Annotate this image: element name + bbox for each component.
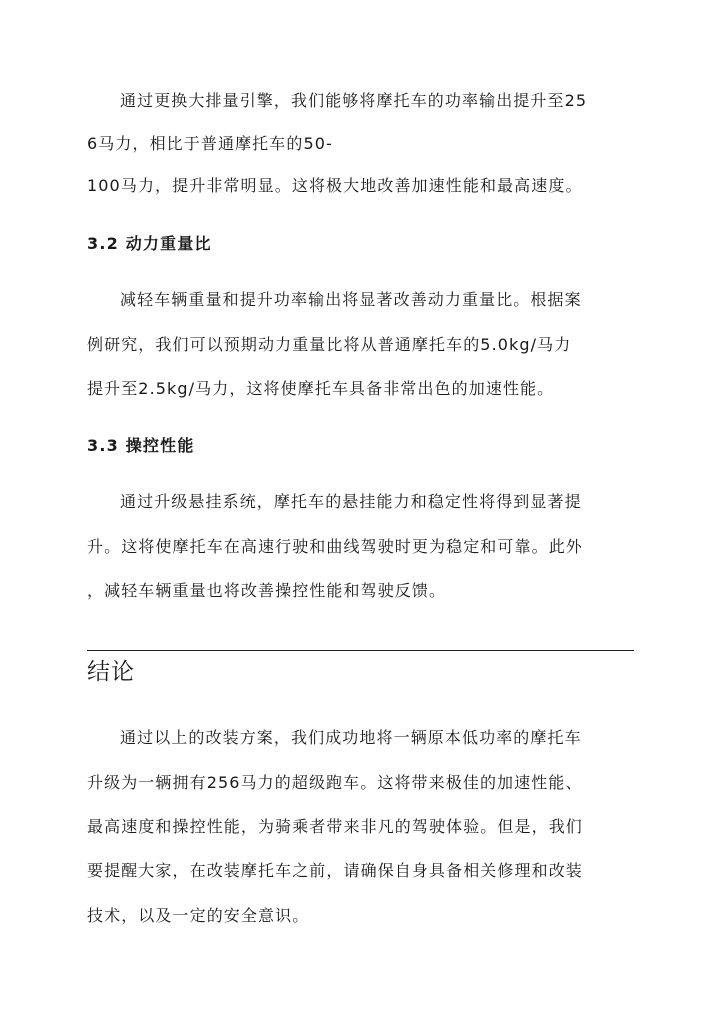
conclusion-line-3: 最高速度和操控性能，为骑乘者带来非凡的驾驶体验。但是，我们 xyxy=(87,817,583,836)
handling-line-3: ，减轻车辆重量也将改善操控性能和驾驶反馈。 xyxy=(87,581,447,600)
conclusion-heading: 结论 xyxy=(87,659,135,685)
section-heading-handling: 3.3 操控性能 xyxy=(87,436,195,455)
section-heading-power-weight: 3.2 动力重量比 xyxy=(87,234,212,253)
conclusion-line-5: 技术，以及一定的安全意识。 xyxy=(87,906,310,925)
section-divider xyxy=(87,650,634,651)
conclusion-line-1: 通过以上的改装方案，我们成功地将一辆原本低功率的摩托车 xyxy=(120,728,582,747)
conclusion-line-4: 要提醒大家，在改装摩托车之前，请确保自身具备相关修理和改装 xyxy=(87,861,583,880)
handling-line-1: 通过升级悬挂系统，摩托车的悬挂能力和稳定性将得到显著提 xyxy=(120,492,582,511)
power-weight-line-3: 提升至2.5kg/马力，这将使摩托车具备非常出色的加速性能。 xyxy=(87,379,555,398)
paragraph-power-line-2: 6马力，相比于普通摩托车的50- xyxy=(87,134,333,153)
paragraph-power-line-1: 通过更换大排量引擎，我们能够将摩托车的功率输出提升至25 xyxy=(120,91,588,110)
handling-line-2: 升。这将使摩托车在高速行驶和曲线驾驶时更为稳定和可靠。此外 xyxy=(87,537,583,556)
power-weight-line-2: 例研究，我们可以预期动力重量比将从普通摩托车的5.0kg/马力 xyxy=(87,335,572,354)
paragraph-power-line-3: 100马力，提升非常明显。这将极大地改善加速性能和最高速度。 xyxy=(87,176,583,195)
power-weight-line-1: 减轻车辆重量和提升功率输出将显著改善动力重量比。根据案 xyxy=(120,290,582,309)
conclusion-line-2: 升级为一辆拥有256马力的超级跑车。这将带来极佳的加速性能、 xyxy=(87,773,583,792)
